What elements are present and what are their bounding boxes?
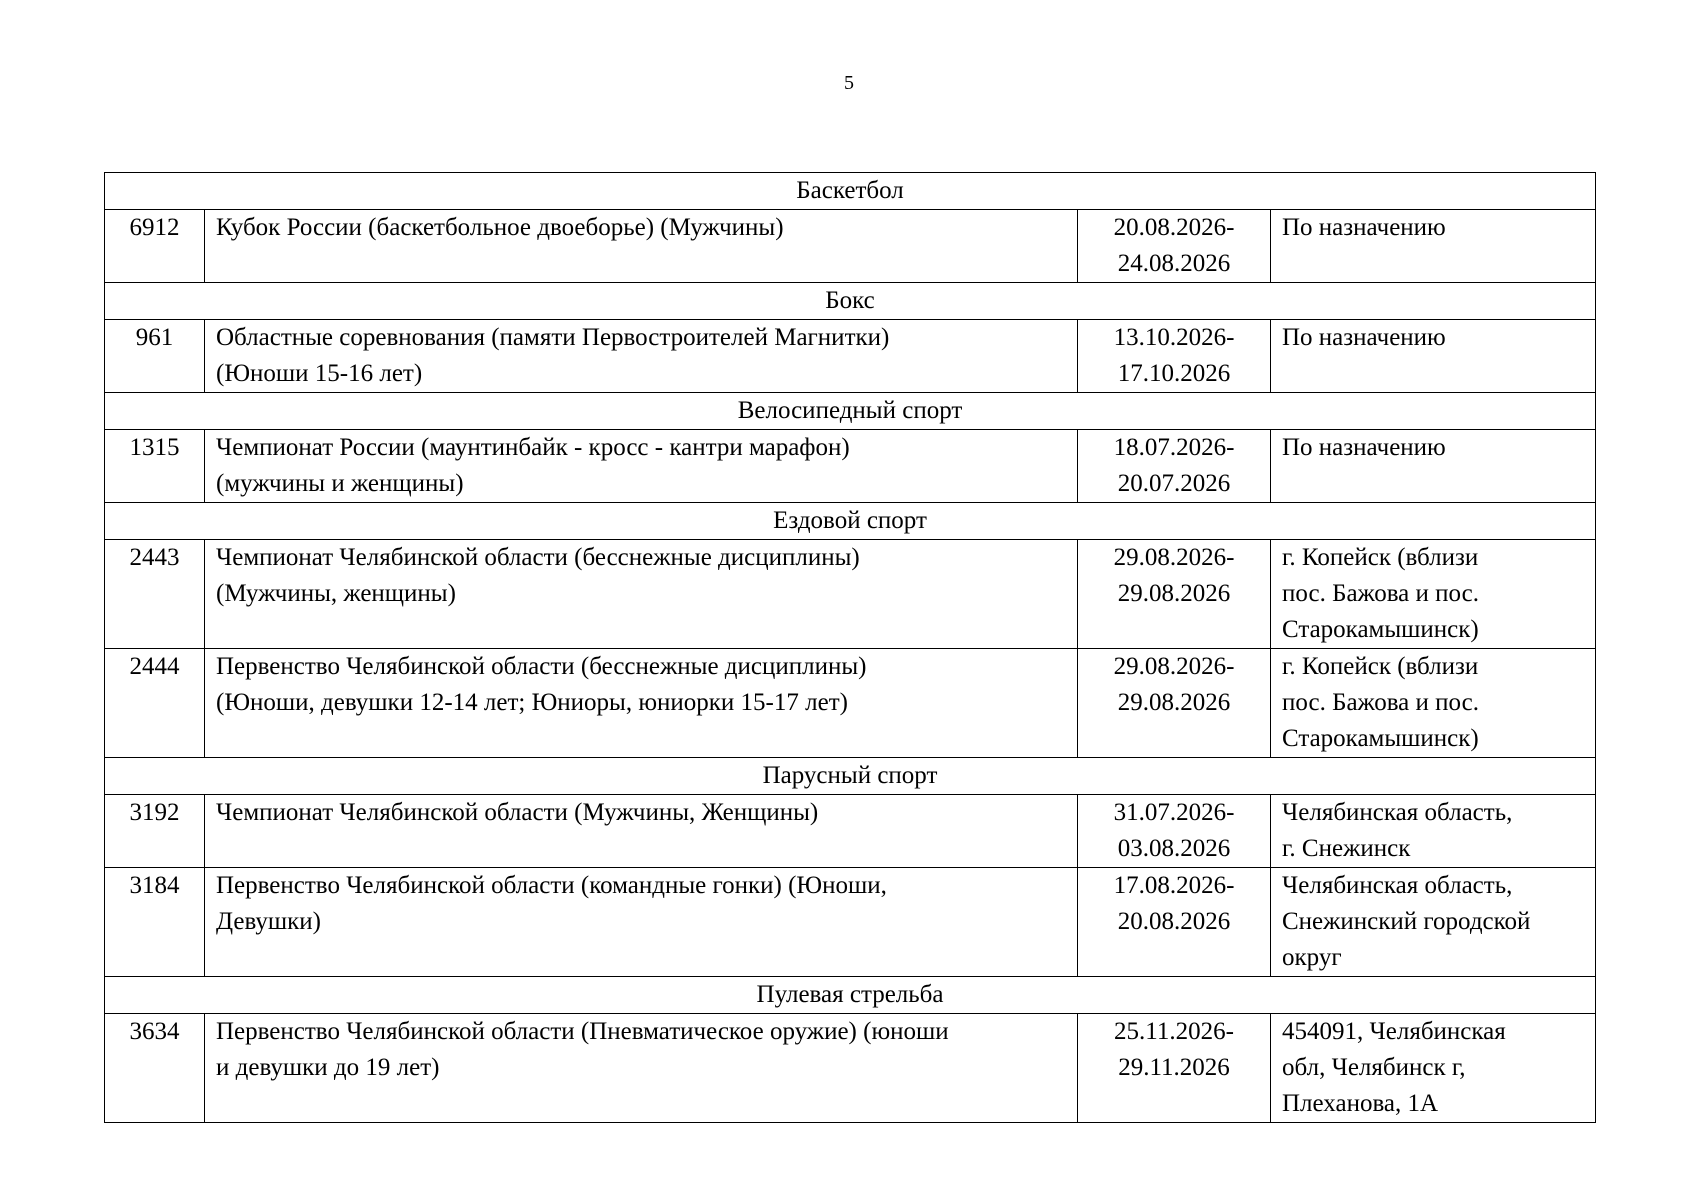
event-number: 961 — [135, 324, 174, 351]
event-dates: 20.08.2026- 24.08.2026 — [1113, 214, 1235, 277]
event-name: Чемпионат Челябинской области (Мужчины, Женщины) — [216, 799, 819, 826]
event-number: 6912 — [129, 214, 180, 241]
event-number-cell — [105, 868, 205, 977]
event-number: 3192 — [129, 799, 180, 826]
sport-header-row — [105, 758, 1596, 795]
event-row — [105, 540, 1596, 649]
event-number-cell — [105, 430, 205, 503]
sport-header-row — [105, 503, 1596, 540]
sport-header-row — [105, 173, 1596, 210]
event-name-cell — [205, 649, 1078, 758]
sport-name: Бокс — [105, 283, 1596, 320]
event-number: 1315 — [129, 434, 180, 461]
event-name: Кубок России (баскетбольное двоеборье) (Мужчины) — [216, 214, 784, 241]
event-dates-cell — [1078, 868, 1271, 977]
event-dates-cell — [1078, 430, 1271, 503]
sport-header-row — [105, 393, 1596, 430]
event-dates-cell — [1078, 320, 1271, 393]
event-place-cell — [1271, 795, 1596, 868]
event-place-cell — [1271, 868, 1596, 977]
event-number-cell — [105, 1014, 205, 1123]
event-dates-cell — [1078, 649, 1271, 758]
event-place: г. Копейск (вблизи пос. Бажова и пос. Старокамышинск) — [1282, 544, 1479, 643]
event-dates: 31.07.2026- 03.08.2026 — [1113, 799, 1235, 862]
event-name: Первенство Челябинской области (Пневматическое оружие) (юноши и девушки до 19 лет) — [216, 1018, 949, 1081]
events-table — [104, 172, 1596, 1123]
event-dates: 29.08.2026- 29.08.2026 — [1113, 544, 1235, 607]
event-name-cell — [205, 1014, 1078, 1123]
sport-header-row — [105, 283, 1596, 320]
sport-name: Пулевая стрельба — [105, 977, 1596, 1014]
event-dates: 18.07.2026- 20.07.2026 — [1113, 434, 1235, 497]
event-place-cell — [1271, 649, 1596, 758]
event-number-cell — [105, 210, 205, 283]
event-place-cell — [1271, 430, 1596, 503]
event-place: Челябинская область, Снежинский городской округ — [1282, 872, 1531, 971]
event-name-cell — [205, 430, 1078, 503]
event-number-cell — [105, 540, 205, 649]
event-place: г. Копейск (вблизи пос. Бажова и пос. Старокамышинск) — [1282, 653, 1479, 752]
event-dates: 25.11.2026- 29.11.2026 — [1114, 1018, 1234, 1081]
event-name-cell — [205, 540, 1078, 649]
event-dates-cell — [1078, 795, 1271, 868]
event-name: Областные соревнования (памяти Первостроителей Магнитки) (Юноши 15-16 лет) — [216, 324, 890, 387]
event-place-cell — [1271, 320, 1596, 393]
event-place: По назначению — [1282, 324, 1446, 351]
sport-name: Баскетбол — [105, 173, 1596, 210]
event-row — [105, 795, 1596, 868]
event-number: 2444 — [129, 653, 180, 680]
event-number: 3184 — [129, 872, 180, 899]
event-place: По назначению — [1282, 434, 1446, 461]
event-name: Чемпионат России (маунтинбайк - кросс - кантри марафон) (мужчины и женщины) — [216, 434, 850, 497]
sport-name: Велосипедный спорт — [105, 393, 1596, 430]
event-row — [105, 210, 1596, 283]
event-name-cell — [205, 795, 1078, 868]
event-dates-cell — [1078, 210, 1271, 283]
event-name-cell — [205, 868, 1078, 977]
event-name: Чемпионат Челябинской области (бесснежные дисциплины) (Мужчины, женщины) — [216, 544, 860, 607]
event-place-cell — [1271, 1014, 1596, 1123]
event-place: По назначению — [1282, 214, 1446, 241]
event-number-cell — [105, 795, 205, 868]
event-dates: 13.10.2026- 17.10.2026 — [1113, 324, 1235, 387]
event-name-cell — [205, 210, 1078, 283]
event-number: 3634 — [129, 1018, 180, 1045]
event-dates-cell — [1078, 1014, 1271, 1123]
event-name: Первенство Челябинской области (командные гонки) (Юноши, Девушки) — [216, 872, 887, 935]
event-name-cell — [205, 320, 1078, 393]
event-row — [105, 320, 1596, 393]
event-dates-cell — [1078, 540, 1271, 649]
sport-header-row — [105, 977, 1596, 1014]
event-dates: 17.08.2026- 20.08.2026 — [1113, 872, 1235, 935]
page-number: 5 — [844, 72, 854, 94]
event-row — [105, 868, 1596, 977]
event-row — [105, 649, 1596, 758]
event-place: Челябинская область, г. Снежинск — [1282, 799, 1513, 862]
event-place: 454091, Челябинская обл, Челябинск г, Плеханова, 1А — [1282, 1018, 1506, 1117]
event-name: Первенство Челябинской области (бесснежные дисциплины) (Юноши, девушки 12-14 лет; Юниоры, юниорки 15-17 лет) — [216, 653, 867, 716]
event-row — [105, 430, 1596, 503]
event-number-cell — [105, 649, 205, 758]
event-place-cell — [1271, 540, 1596, 649]
event-place-cell — [1271, 210, 1596, 283]
sport-name: Ездовой спорт — [105, 503, 1596, 540]
event-number: 2443 — [129, 544, 180, 571]
event-number-cell — [105, 320, 205, 393]
event-dates: 29.08.2026- 29.08.2026 — [1113, 653, 1235, 716]
sport-name: Парусный спорт — [105, 758, 1596, 795]
event-row — [105, 1014, 1596, 1123]
